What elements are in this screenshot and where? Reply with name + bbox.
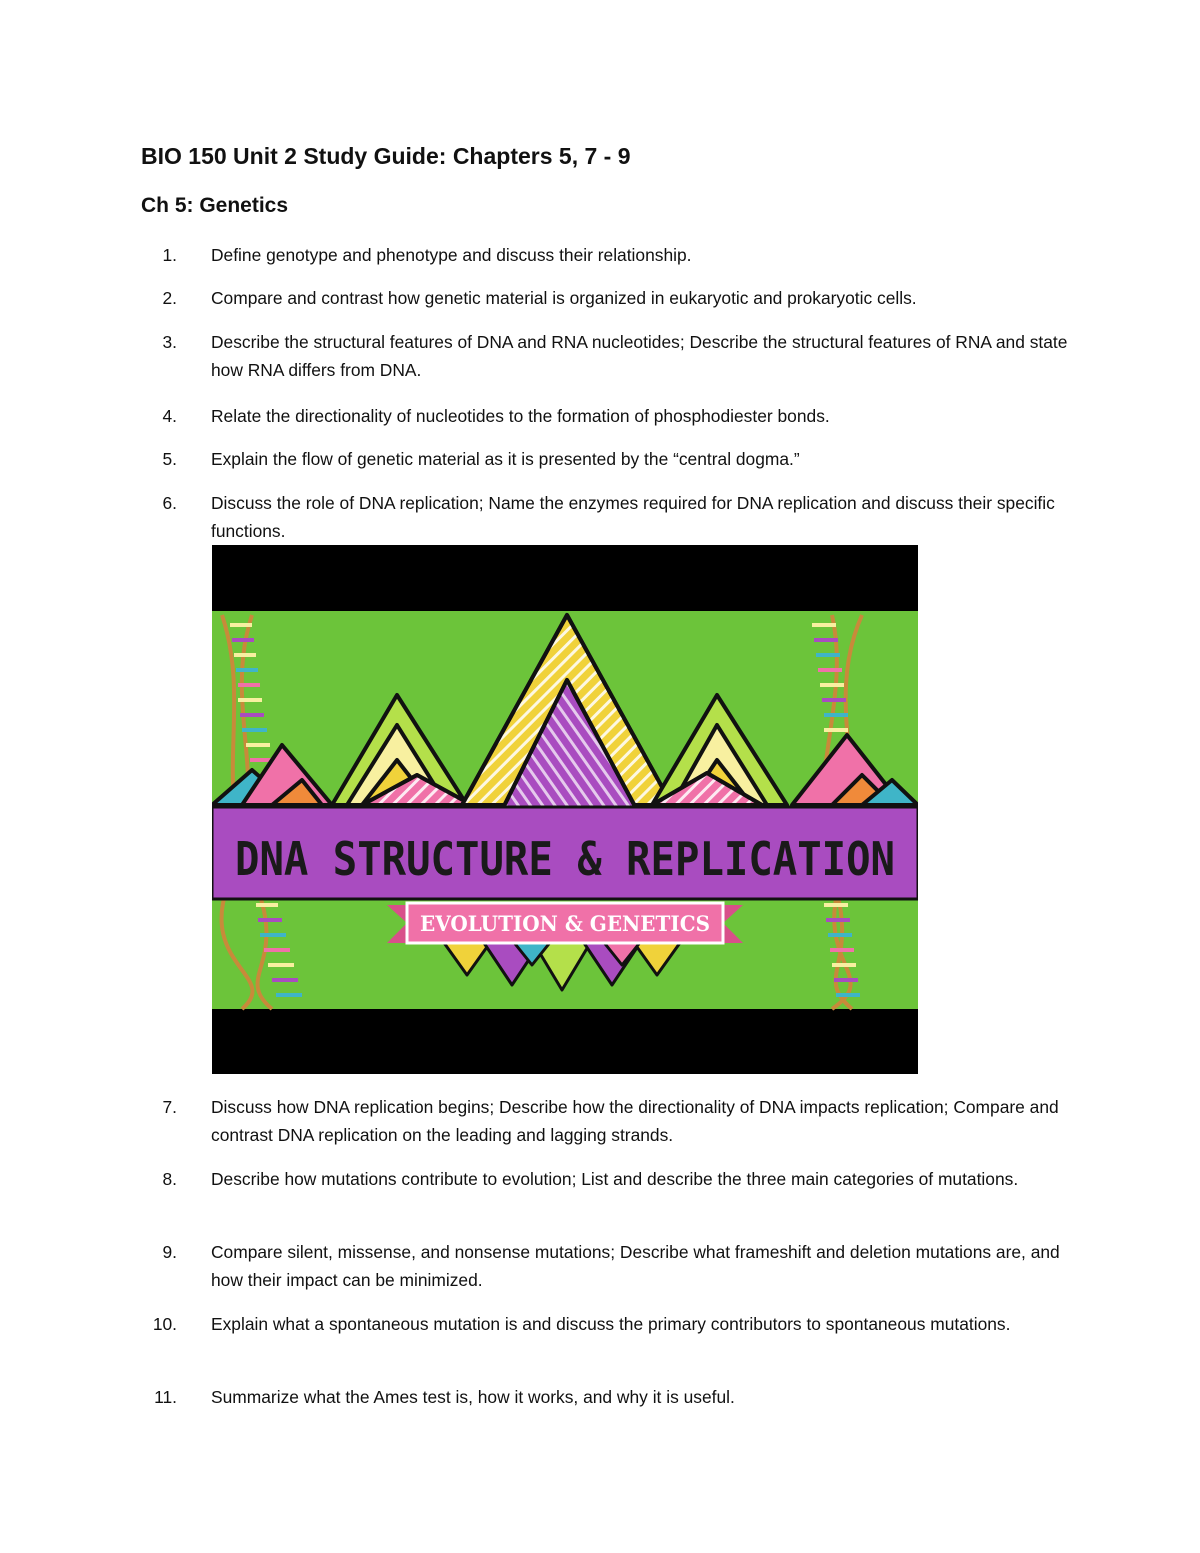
- list-item-text: Describe the structural features of DNA and RNA nucleotides; Describe the structural features of RNA and state how RNA differs from DNA.: [211, 332, 1068, 380]
- list-item-text: Explain the flow of genetic material as it is presented by the “central dogma.”: [211, 449, 800, 469]
- list-item-number: 7.: [162, 1097, 177, 1117]
- list-item: [141, 402, 1071, 430]
- banner-subtitle: EVOLUTION & GENETICS: [420, 911, 710, 936]
- section-heading: Ch 5: Genetics: [141, 194, 289, 217]
- list-item: [141, 328, 1071, 384]
- list-item: [141, 1093, 1071, 1149]
- list-item: [141, 1383, 1071, 1411]
- list-item-text: Discuss the role of DNA replication; Name the enzymes required for DNA replication and discuss their specific functions.: [211, 493, 1055, 541]
- list-item-number: 2.: [162, 288, 177, 308]
- list-item: [141, 1238, 1071, 1294]
- list-item-number: 6.: [162, 493, 177, 513]
- dna-video-thumbnail: [212, 545, 918, 1074]
- list-item-number: 5.: [162, 449, 177, 469]
- list-item: [141, 241, 1071, 269]
- list-item-number: 11.: [154, 1387, 177, 1407]
- list-item-number: 9.: [162, 1242, 177, 1262]
- list-item: [141, 1310, 1071, 1338]
- list-item: [141, 1165, 1071, 1193]
- list-item-text: Relate the directionality of nucleotides to the formation of phosphodiester bonds.: [211, 406, 830, 426]
- subtitle-ribbon: [387, 903, 743, 943]
- list-item: [141, 489, 1071, 545]
- list-item-number: 4.: [162, 406, 177, 426]
- list-item-text: Summarize what the Ames test is, how it works, and why it is useful.: [211, 1387, 735, 1407]
- list-item-text: Describe how mutations contribute to evolution; List and describe the three main categories of mutations.: [211, 1169, 1019, 1189]
- list-item-number: 3.: [162, 332, 177, 352]
- list-item-number: 10.: [152, 1314, 177, 1334]
- banner-title: DNA STRUCTURE & REPLICATION: [235, 832, 895, 886]
- list-item: [141, 284, 1071, 312]
- list-item-text: Discuss how DNA replication begins; Describe how the directionality of DNA impacts replication; Compare and contrast DNA replication on the leading and lagging strands.: [211, 1097, 1059, 1145]
- list-item: [141, 445, 1071, 473]
- list-item-text: Define genotype and phenotype and discuss their relationship.: [211, 245, 692, 265]
- list-item-text: Compare silent, missense, and nonsense mutations; Describe what frameshift and deletion mutations are, and how their impact can be minimized.: [211, 1242, 1060, 1290]
- list-item-text: Compare and contrast how genetic material is organized in eukaryotic and prokaryotic cells.: [211, 288, 917, 308]
- list-item-number: 1.: [162, 245, 177, 265]
- list-item-text: Explain what a spontaneous mutation is and discuss the primary contributors to spontaneous mutations.: [211, 1314, 1011, 1334]
- document-title: BIO 150 Unit 2 Study Guide: Chapters 5, 7 - 9: [141, 143, 631, 169]
- list-item-number: 8.: [162, 1169, 177, 1189]
